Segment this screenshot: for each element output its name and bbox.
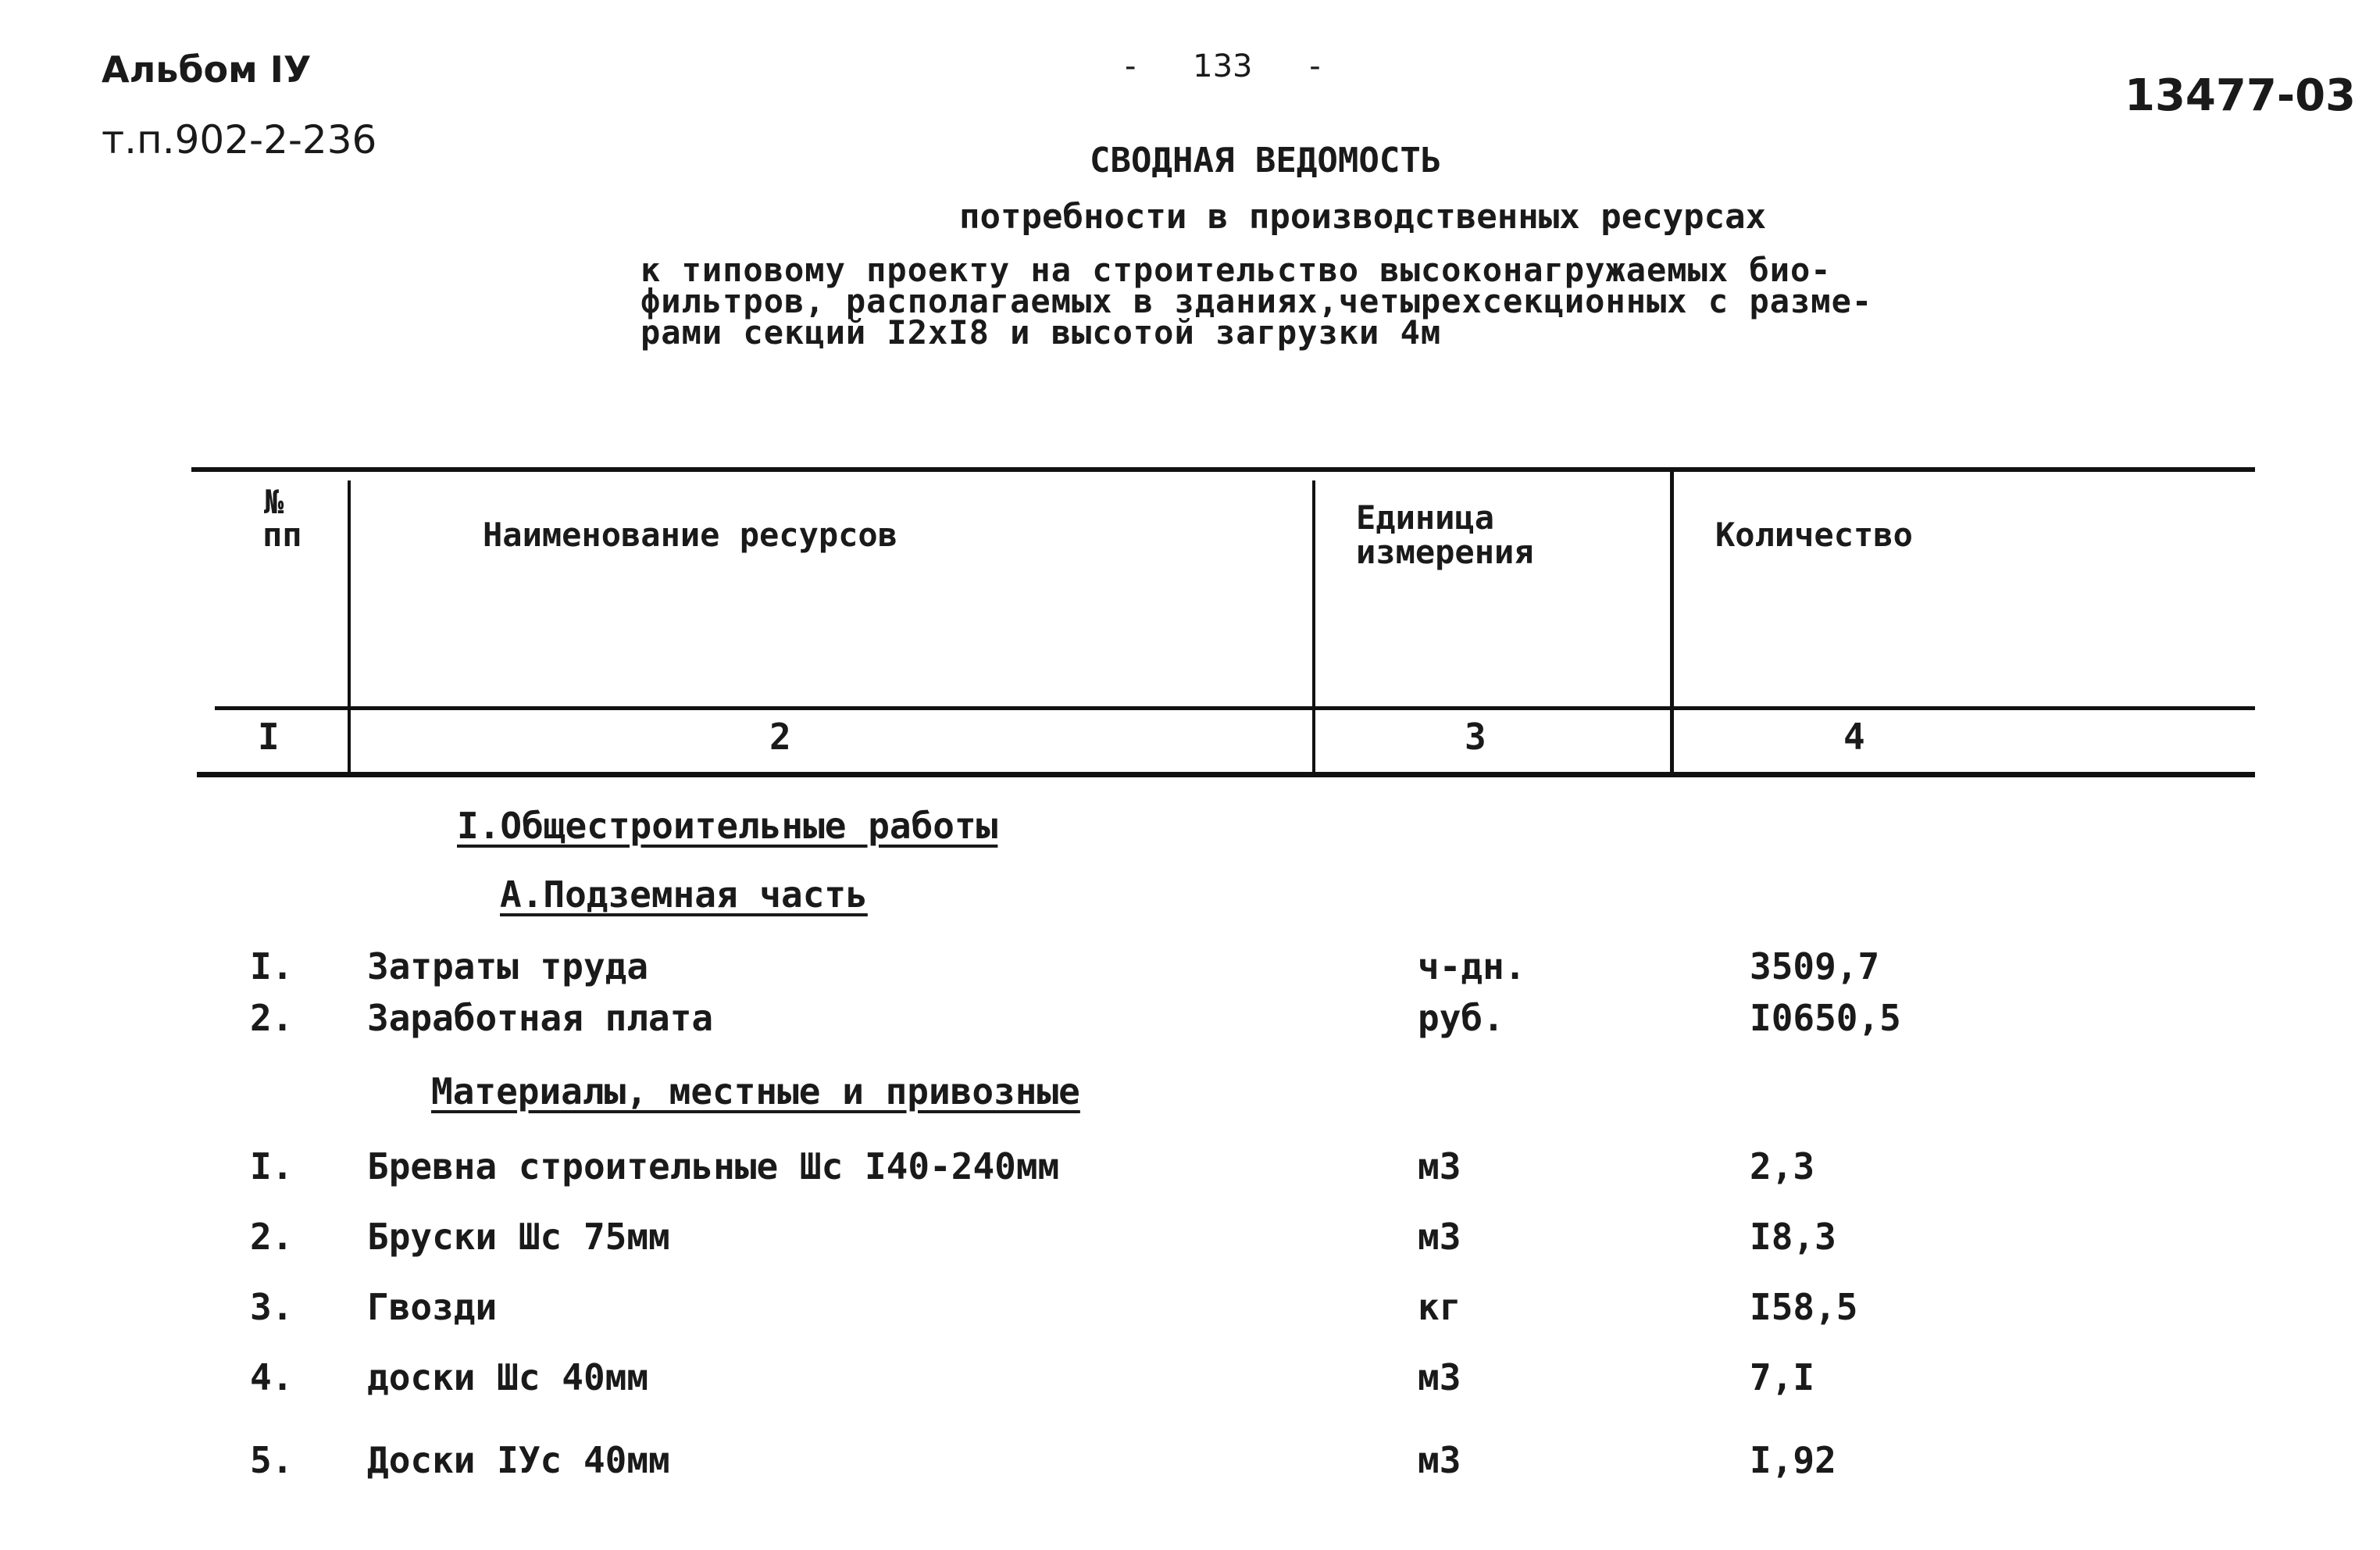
row-resource-name: доски Шс 40мм — [367, 1356, 649, 1398]
title-paragraph-line-1: к типовому проекту на строительство высоконагружаемых био- — [640, 251, 1832, 289]
row-unit: м3 — [1418, 1356, 1461, 1398]
col-number-4: 4 — [1843, 716, 1865, 758]
row-quantity: 2,3 — [1750, 1145, 1815, 1188]
row-resource-name: Бревна строительные Шс I40-240мм — [367, 1145, 1060, 1188]
row-resource-name: Бруски Шс 75мм — [367, 1216, 670, 1258]
album-label: Альбом IУ — [102, 48, 312, 91]
document-code: 13477-03 — [2125, 70, 2356, 121]
table-bottom-rule — [197, 772, 2255, 777]
row-quantity: I8,3 — [1750, 1216, 1836, 1258]
table-top-rule — [191, 467, 2255, 472]
row-unit: кг — [1418, 1286, 1461, 1328]
table-col-divider-3 — [1670, 472, 1674, 773]
header-unit-line-1: Единица — [1356, 498, 1495, 537]
row-unit: ч-дн. — [1418, 945, 1526, 988]
row-unit: м3 — [1418, 1216, 1461, 1258]
page-number: - 133 - — [1125, 48, 1321, 84]
title-paragraph-line-3: рами секций I2xI8 и высотой загрузки 4м — [640, 313, 1442, 352]
header-unit-line-2: измерения — [1356, 533, 1534, 571]
col-number-2: 2 — [769, 716, 791, 758]
project-code: т.п.902-2-236 — [102, 117, 377, 162]
row-number: 2. — [250, 1216, 294, 1258]
row-number: 5. — [250, 1439, 294, 1481]
col-number-1: I — [258, 716, 280, 758]
row-quantity: 7,I — [1750, 1356, 1815, 1398]
table-header-rule — [215, 706, 2255, 710]
document-subtitle: потребности в производственных ресурсах — [959, 197, 1767, 237]
row-unit: руб. — [1418, 997, 1504, 1039]
row-quantity: I0650,5 — [1750, 997, 1901, 1039]
row-resource-name: Заработная плата — [367, 997, 714, 1039]
section-materials: Материалы, местные и привозные — [431, 1070, 1080, 1112]
row-resource-name: Доски IУс 40мм — [367, 1439, 670, 1481]
col-number-3: 3 — [1465, 716, 1486, 758]
table-col-divider-1 — [348, 480, 351, 773]
row-quantity: 3509,7 — [1750, 945, 1880, 988]
section-underground-part: А.Подземная часть — [500, 873, 868, 916]
header-num-pp: пп — [262, 516, 302, 554]
header-resource-name: Наименование ресурсов — [483, 516, 898, 554]
row-number: 3. — [250, 1286, 294, 1328]
row-quantity: I58,5 — [1750, 1286, 1858, 1328]
table-col-divider-2 — [1312, 480, 1315, 773]
row-number: 2. — [250, 997, 294, 1039]
section-general-construction: I.Общестроительные работы — [457, 805, 998, 847]
row-unit: м3 — [1418, 1439, 1461, 1481]
row-number: 4. — [250, 1356, 294, 1398]
header-quantity: Количество — [1715, 516, 1913, 554]
row-quantity: I,92 — [1750, 1439, 1836, 1481]
row-number: I. — [250, 945, 294, 988]
title-paragraph-line-2: фильтров, располагаемых в зданиях,четырехсекционных с разме- — [640, 282, 1873, 320]
header-num-symbol: № — [264, 483, 284, 521]
row-number: I. — [250, 1145, 294, 1188]
row-unit: м3 — [1418, 1145, 1461, 1188]
row-resource-name: Гвозди — [367, 1286, 498, 1328]
document-title: СВОДНАЯ ВЕДОМОСТЬ — [1090, 141, 1442, 180]
row-resource-name: Затраты труда — [367, 945, 649, 988]
